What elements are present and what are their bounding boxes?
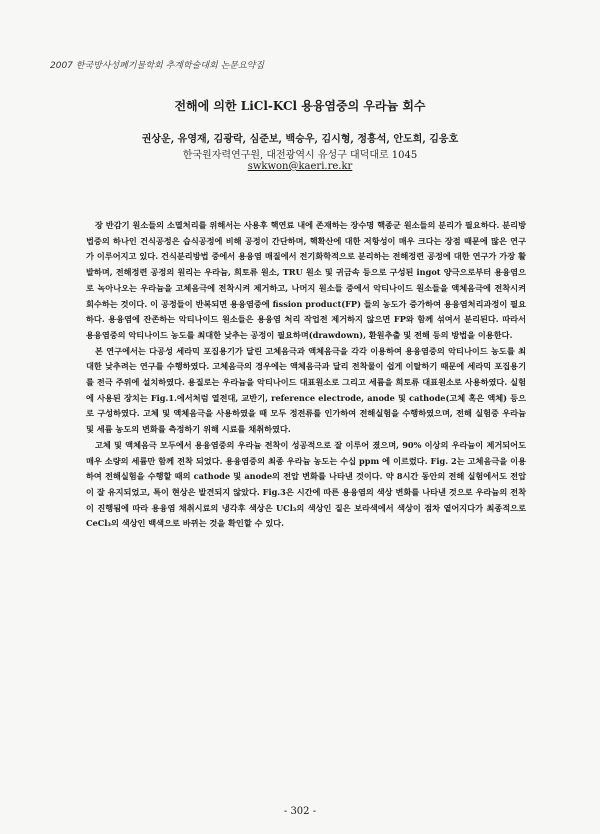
contact-email[interactable]: swkwon@kaeri.re.kr	[247, 161, 353, 172]
proceedings-header: 2007 한국방사성폐기물학회 추계학술대회 논문요약집	[50, 61, 265, 71]
paragraph: 본 연구에서는 다공성 세라믹 포집용기가 달린 고체음극과 액체음극을 각각 이용하여 용융염중의 악티나이드 농도를 최대한 낮추려는 연구를 수행하였다. 고체음극의 경우에는 액체음극과 달리 전착물이 쉽게 이탈하기 때문에 세라믹 포집용기를 전극 주위에 설치하였다. 용질로는 우라늄을 악티나이드 대표원소로 그리고 세륨을 희토류 대표원소로 사용하였다. 실험에 사용된 장치는 Fig.1.에서처럼 열전대, 교반기, reference electrode, anode 및 cathode(고체 혹은 액체) 등으로 구성하였다. 고체 및 액체음극을 사용하였을 때 모두 정전류를 인가하여 전해실험을 수행하였으며, 전해 실험중 우라늄 및 세륨 농도의 변화를 측정하기 위해 시료를 채취하였다.	[86, 345, 526, 435]
paragraph: 고체 및 액체음극 모두에서 용융염중의 우라늄 전착이 성공적으로 잘 이루어 졌으며, 90% 이상의 우라늄이 제거되어도 매우 소량의 세륨만 함께 전착 되었다. 용융염중의 최종 우라늄 농도는 수십 ppm 에 이르렀다. Fig. 2는 고체음극을 이용하여 전해실험을 수행할 때의 cathode 및 anode의 전압 변화를 나타낸 것이다. 약 8시간 동안의 전해 실험에서도 전압이 잘 유지되었고, 특이 현상은 발견되지 않았다. Fig.3은 시간에 따른 용융염의 색상 변화를 나타낸 것으로 우라늄의 전착이 진행됨에 따라 용융염 채취시료의 냉각후 색상은 UCl₃의 색상인 짙은 보라색에서 색상이 점차 옅어지다가 최종적으로 CeCl₃의 색상인 백색으로 바뀌는 것을 확인할 수 있다.	[86, 439, 526, 529]
paper-title: 전해에 의한 LiCl-KCl 용융염중의 우라늄 회수	[174, 99, 426, 113]
abstract-body	[86, 218, 526, 532]
author-list: 권상운, 유영재, 김광락, 심준보, 백승우, 김시형, 정흥석, 안도희, 김응호	[141, 134, 459, 145]
affiliation: 한국원자력연구원, 대전광역시 유성구 대덕대로 1045	[182, 150, 418, 161]
page-number: - 302 -	[283, 806, 317, 817]
paragraph: 장 반감기 원소들의 소멸처리를 위해서는 사용후 핵연료 내에 존재하는 장수명 핵종군 원소들의 분리가 필요하다. 분리방법중의 하나인 건식공정은 습식공정에 비해 공정이 간단하며, 핵확산에 대한 저항성이 매우 크다는 장점 때문에 많은 연구가 이루어지고 있다. 건식분리방법 중에서 용융염 매질에서 전기화학적으로 분리하는 전해정련 공정에 대한 연구가 가장 활발하며, 전해정련 공정의 원리는 우라늄, 희토류 원소, TRU 원소 및 귀금속 등으로 구성된 ingot 양극으로부터 용융염으로 녹아나오는 우라늄을 고체음극에 전착시켜 제거하고, 나머지 원소들 중에서 악티나이드 원소들을 액체음극에 전착시켜 회수하는 것이다. 이 공정들이 반복되면 용융염중에 fission product(FP) 들의 농도가 증가하여 용융염처리과정이 필요하다. 용융염에 잔존하는 악티나이드 원소들은 용융염 처리 작업전 제거하지 않으면 FP와 함께 섞여서 분리된다. 따라서 용융염중의 악티나이드 농도를 최대한 낮추는 공정이 필요하며(drawdown), 환원추출 및 전해 등의 방법을 이용한다.	[86, 220, 526, 340]
